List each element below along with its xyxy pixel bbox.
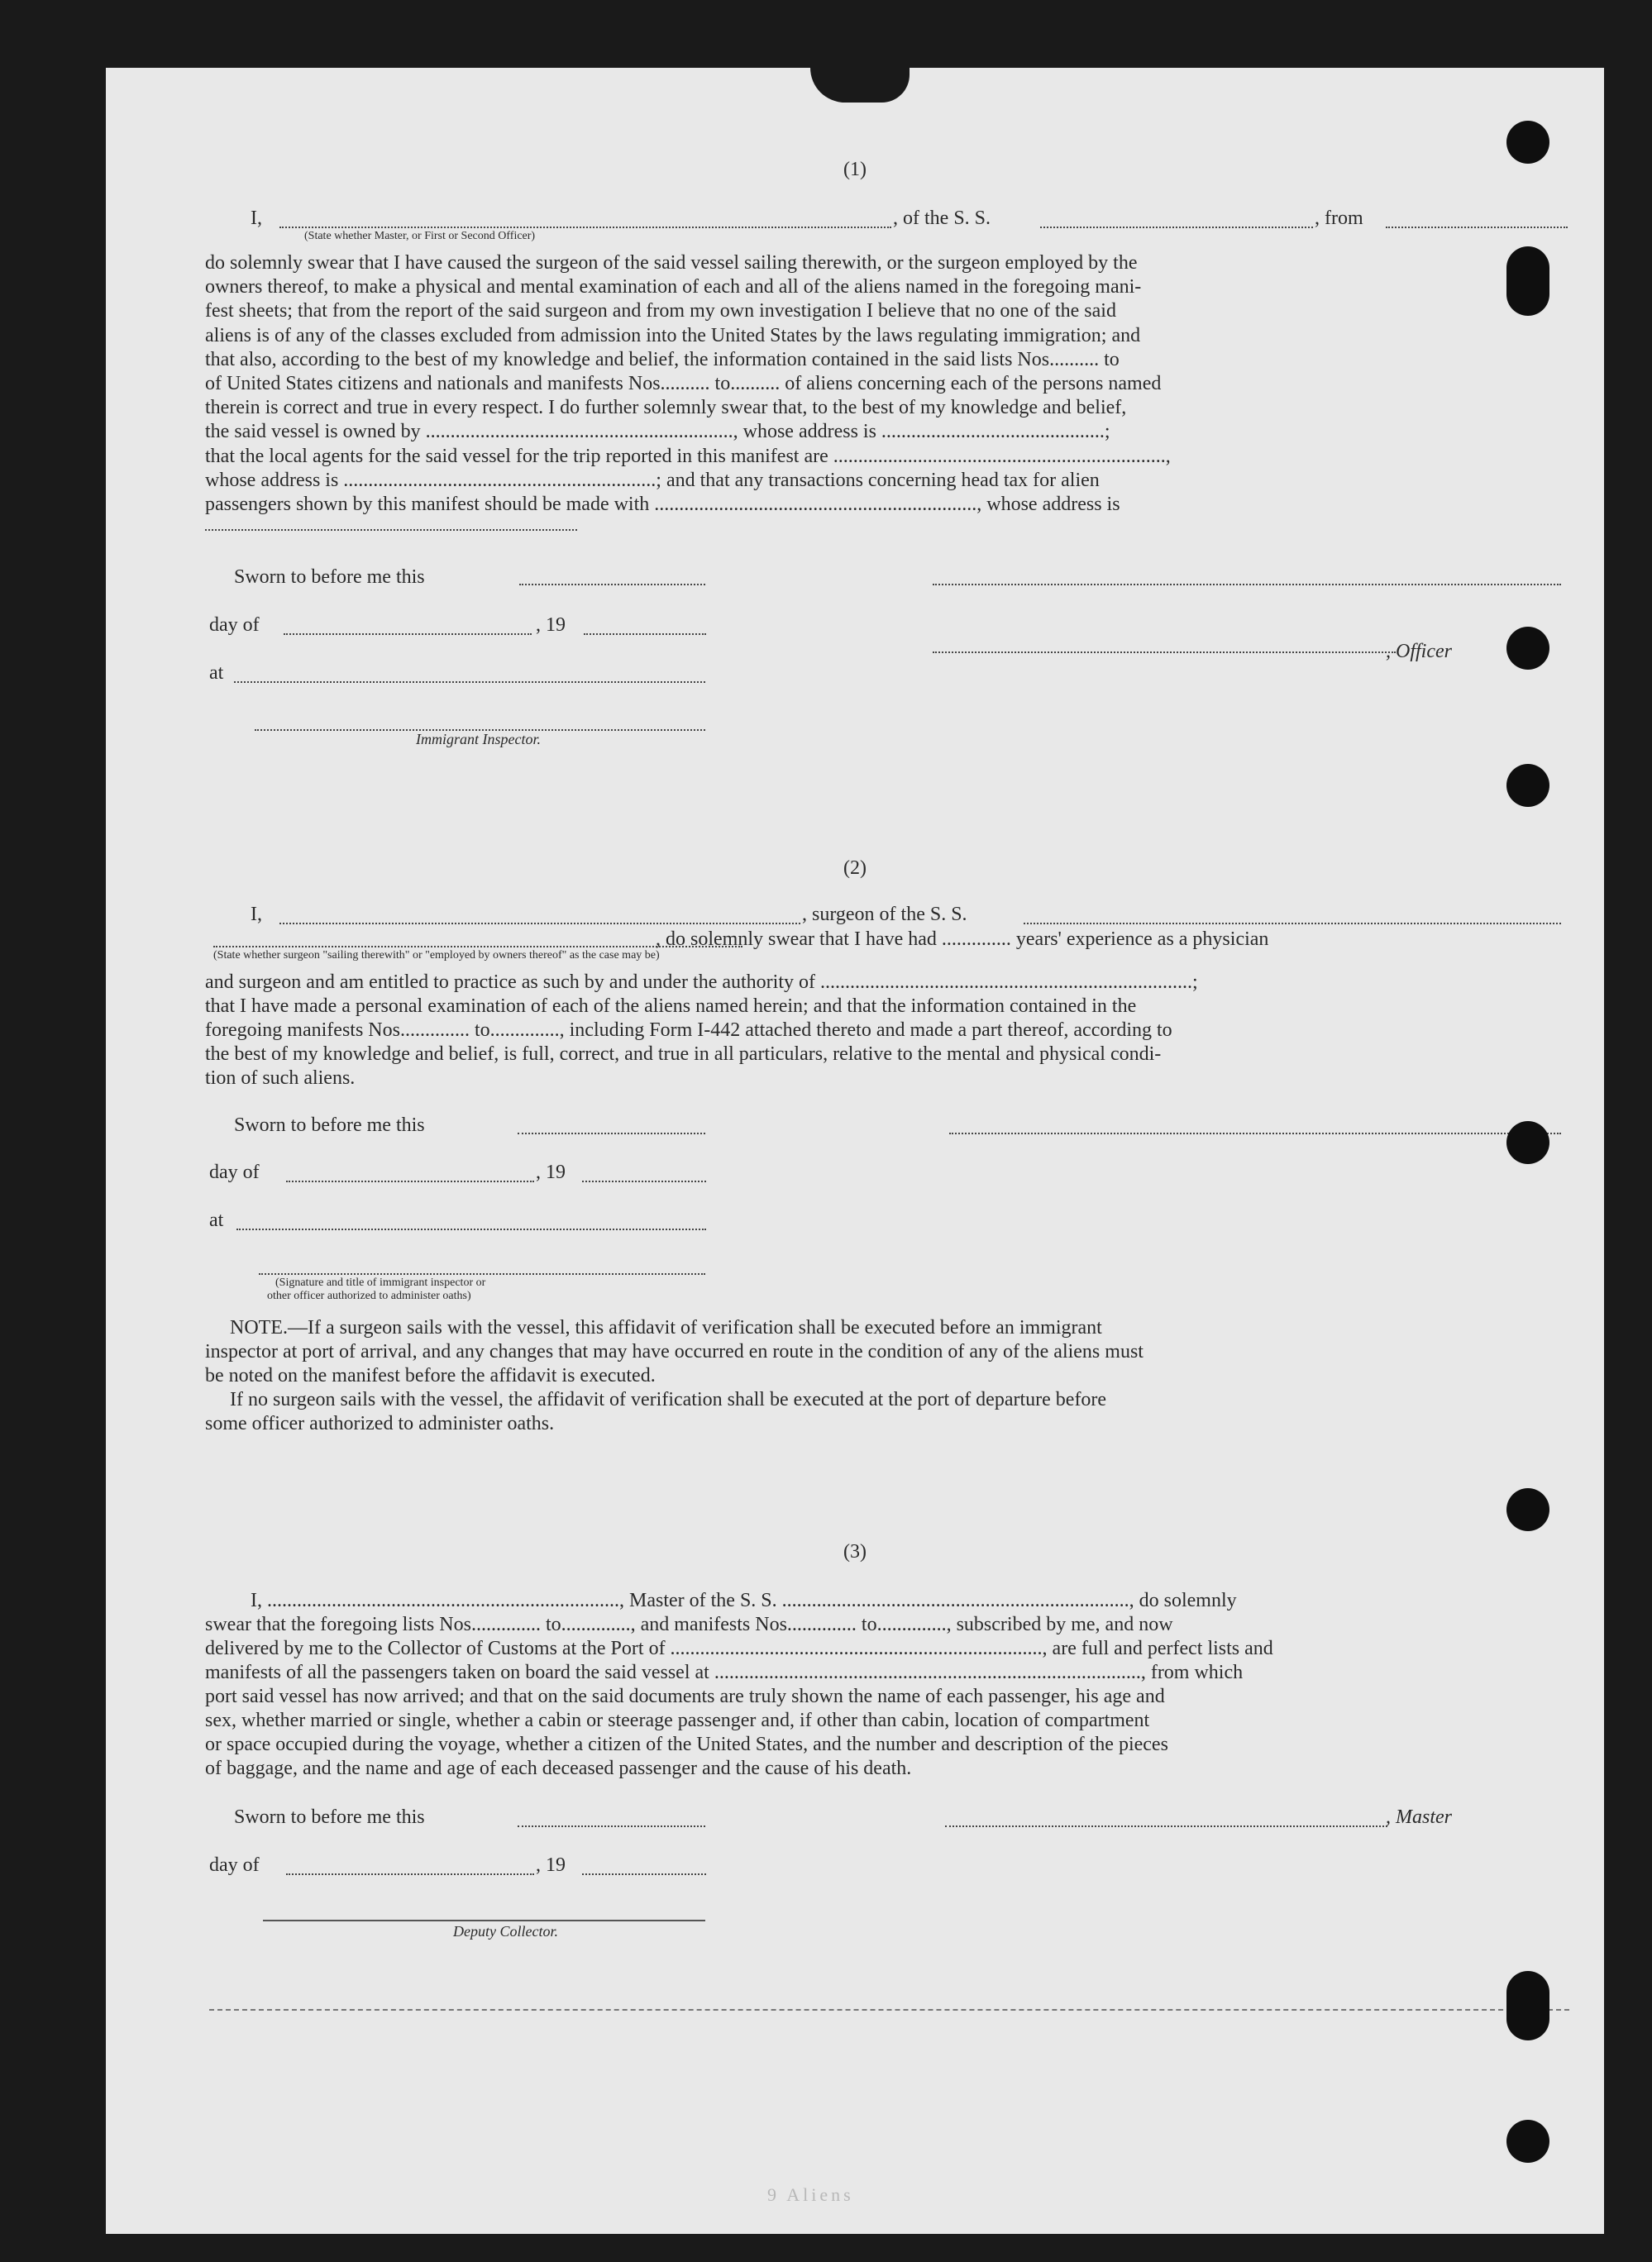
surgeon-signature-field[interactable] — [949, 1133, 1561, 1134]
bottom-rule — [209, 2009, 1569, 2011]
from-label: , from — [1315, 208, 1363, 229]
text-line: tion of such aliens. — [205, 1067, 356, 1089]
sig-caption-2: other officer authorized to administer oaths) — [267, 1290, 471, 1302]
address-continuation-field[interactable] — [205, 529, 577, 531]
master-caption: (State whether Master, or First or Second Officer) — [304, 230, 536, 242]
immigrant-inspector-label: Immigrant Inspector. — [416, 731, 541, 747]
text-line: or space occupied during the voyage, whether a citizen of the United States, and the number and description of the pieces — [205, 1734, 1168, 1755]
text-line: fest sheets; that from the report of the said surgeon and from my own investigation I believe that no one of the said — [205, 300, 1116, 322]
punch-hole — [1506, 2120, 1549, 2163]
punch-hole — [1506, 764, 1549, 807]
text-line: that I have made a personal examination of each of the aliens named herein; and that the information contained in the — [205, 995, 1137, 1017]
section-2-sworn-field[interactable] — [518, 1133, 705, 1134]
section-1-sworn: Sworn to before me this — [234, 566, 425, 588]
section-1-i: I, — [251, 208, 262, 229]
master-text: , Master — [1386, 1806, 1452, 1828]
manifest-page — [106, 68, 1604, 2234]
text-line: that also, according to the best of my knowledge and belief, the information contained in the said lists Nos.......... to — [205, 348, 1120, 370]
text-line: delivered by me to the Collector of Customs at the Port of ..........................................................................., are full and perfect lists and — [205, 1638, 1273, 1659]
punch-hole — [1506, 121, 1549, 164]
section-1-day-field[interactable] — [284, 633, 532, 635]
text-line: whose address is ...............................................................; and that any transactions concerning head tax for alien — [205, 469, 1100, 491]
text-line: do solemnly swear that I have caused the surgeon of the said vessel sailing therewith, or the surgeon employed by the — [205, 252, 1138, 274]
section-3-year: , 19 — [536, 1854, 566, 1876]
text-line: foregoing manifests Nos.............. to.............., including Form I-442 attached thereto and made a part thereof, according to — [205, 1019, 1172, 1041]
section-2-i: I, — [251, 904, 262, 925]
section-2-number: (2) — [843, 857, 867, 879]
administering-officer-field[interactable] — [259, 1273, 705, 1275]
master-name-field[interactable] — [279, 227, 891, 228]
text-line: the said vessel is owned by .............................................................., whose address is .............................................; — [205, 421, 1110, 443]
text-line: and surgeon and am entitled to practice as such by and under the authority of ...........................................................................; — [205, 971, 1198, 993]
text-line: passengers shown by this manifest should be made with ................................................................., whose address is — [205, 494, 1120, 515]
text-line: NOTE.—If a surgeon sails with the vessel, this affidavit of verification shall be executed before an immigrant — [230, 1317, 1102, 1339]
section-1-number: (1) — [843, 159, 867, 180]
section-2-at-field[interactable] — [236, 1229, 706, 1230]
section-3-day-field[interactable] — [286, 1873, 534, 1875]
punch-hole — [1506, 627, 1549, 670]
text-line: of United States citizens and nationals and manifests Nos.......... to.......... of aliens concerning each of the persons named — [205, 373, 1162, 394]
officer-text: , Officer — [1386, 641, 1452, 662]
section-1-year: , 19 — [536, 614, 566, 636]
from-port-field[interactable] — [1386, 227, 1568, 228]
punch-hole — [1506, 1488, 1549, 1531]
deputy-collector-label: Deputy Collector. — [453, 1923, 558, 1940]
section-3-day-of: day of — [209, 1854, 260, 1876]
section-1-year-field[interactable] — [584, 633, 706, 635]
officer-title-field[interactable] — [933, 651, 1396, 653]
section-2-day-field[interactable] — [286, 1181, 534, 1182]
section-2-day-of: day of — [209, 1162, 260, 1183]
of-ss-label: , of the S. S. — [893, 208, 991, 229]
section-3-sworn: Sworn to before me this — [234, 1806, 425, 1828]
text-line: therein is correct and true in every respect. I do further solemnly swear that, to the best of my knowledge and belief, — [205, 397, 1127, 419]
collector-signature-field[interactable] — [263, 1920, 705, 1921]
text-line: that the local agents for the said vessel for the trip reported in this manifest are ..................................................................., — [205, 445, 1171, 467]
sig-caption-1: (Signature and title of immigrant inspector or — [275, 1277, 486, 1289]
surgeon-ship-field[interactable] — [1024, 923, 1561, 924]
section-2-years-line: , do solemnly swear that I have had .............. years' experience as a physician — [656, 928, 1269, 950]
text-line: owners thereof, to make a physical and mental examination of each and all of the aliens named in the foregoing mani- — [205, 276, 1142, 298]
section-2-year: , 19 — [536, 1162, 566, 1183]
ship-name-field[interactable] — [1040, 227, 1313, 228]
section-1-at-field[interactable] — [234, 681, 705, 683]
text-line: swear that the foregoing lists Nos.............. to.............., and manifests Nos.............. to.............., subscribed by me, and now — [205, 1614, 1173, 1635]
text-line: sex, whether married or single, whether a cabin or steerage passenger and, if other than cabin, location of compartment — [205, 1710, 1150, 1731]
section-2-at: at — [209, 1210, 224, 1231]
text-line: the best of my knowledge and belief, is full, correct, and true in all particulars, relative to the mental and physical condi- — [205, 1043, 1162, 1065]
section-1-at: at — [209, 662, 224, 684]
section-3-year-field[interactable] — [582, 1873, 706, 1875]
aliens-stamp: 9 Aliens — [767, 2184, 854, 2205]
section-2-sworn: Sworn to before me this — [234, 1114, 425, 1136]
punch-hole — [1506, 1971, 1549, 2040]
section-1-day-of: day of — [209, 614, 260, 636]
text-line: port said vessel has now arrived; and that on the said documents are truly shown the name of each passenger, his age and — [205, 1686, 1165, 1707]
text-line: If no surgeon sails with the vessel, the affidavit of verification shall be executed at the port of departure before — [230, 1389, 1107, 1410]
text-line: I, ......................................................................., Master of the S. S. ......................................................................, do solemnly — [251, 1590, 1237, 1611]
punch-hole — [1506, 246, 1549, 316]
punch-hole — [1506, 1121, 1549, 1164]
text-line: be noted on the manifest before the affidavit is executed. — [205, 1365, 656, 1386]
text-line: of baggage, and the name and age of each deceased passenger and the cause of his death. — [205, 1758, 912, 1779]
master-signature-field[interactable] — [945, 1825, 1387, 1827]
text-line: aliens is of any of the classes excluded from admission into the United States by the laws regulating immigration; and — [205, 324, 1141, 346]
text-line: inspector at port of arrival, and any changes that may have occurred en route in the condition of any of the aliens must — [205, 1341, 1144, 1362]
officer-signature-field[interactable] — [933, 584, 1561, 585]
text-line: some officer authorized to administer oaths. — [205, 1413, 555, 1434]
surgeon-name-field[interactable] — [279, 923, 800, 924]
text-line: manifests of all the passengers taken on board the said vessel at ......................................................................................, from which — [205, 1662, 1244, 1683]
section-2-year-field[interactable] — [582, 1181, 706, 1182]
section-3-number: (3) — [843, 1541, 867, 1563]
master-label — [1386, 1806, 1568, 1830]
surgeon-caption: (State whether surgeon "sailing therewith" or "employed by owners thereof" as the case may be) — [213, 949, 660, 962]
surgeon-of-ss-label: , surgeon of the S. S. — [802, 904, 967, 925]
section-3-sworn-field[interactable] — [518, 1825, 705, 1827]
section-1-sworn-field[interactable] — [519, 584, 705, 585]
